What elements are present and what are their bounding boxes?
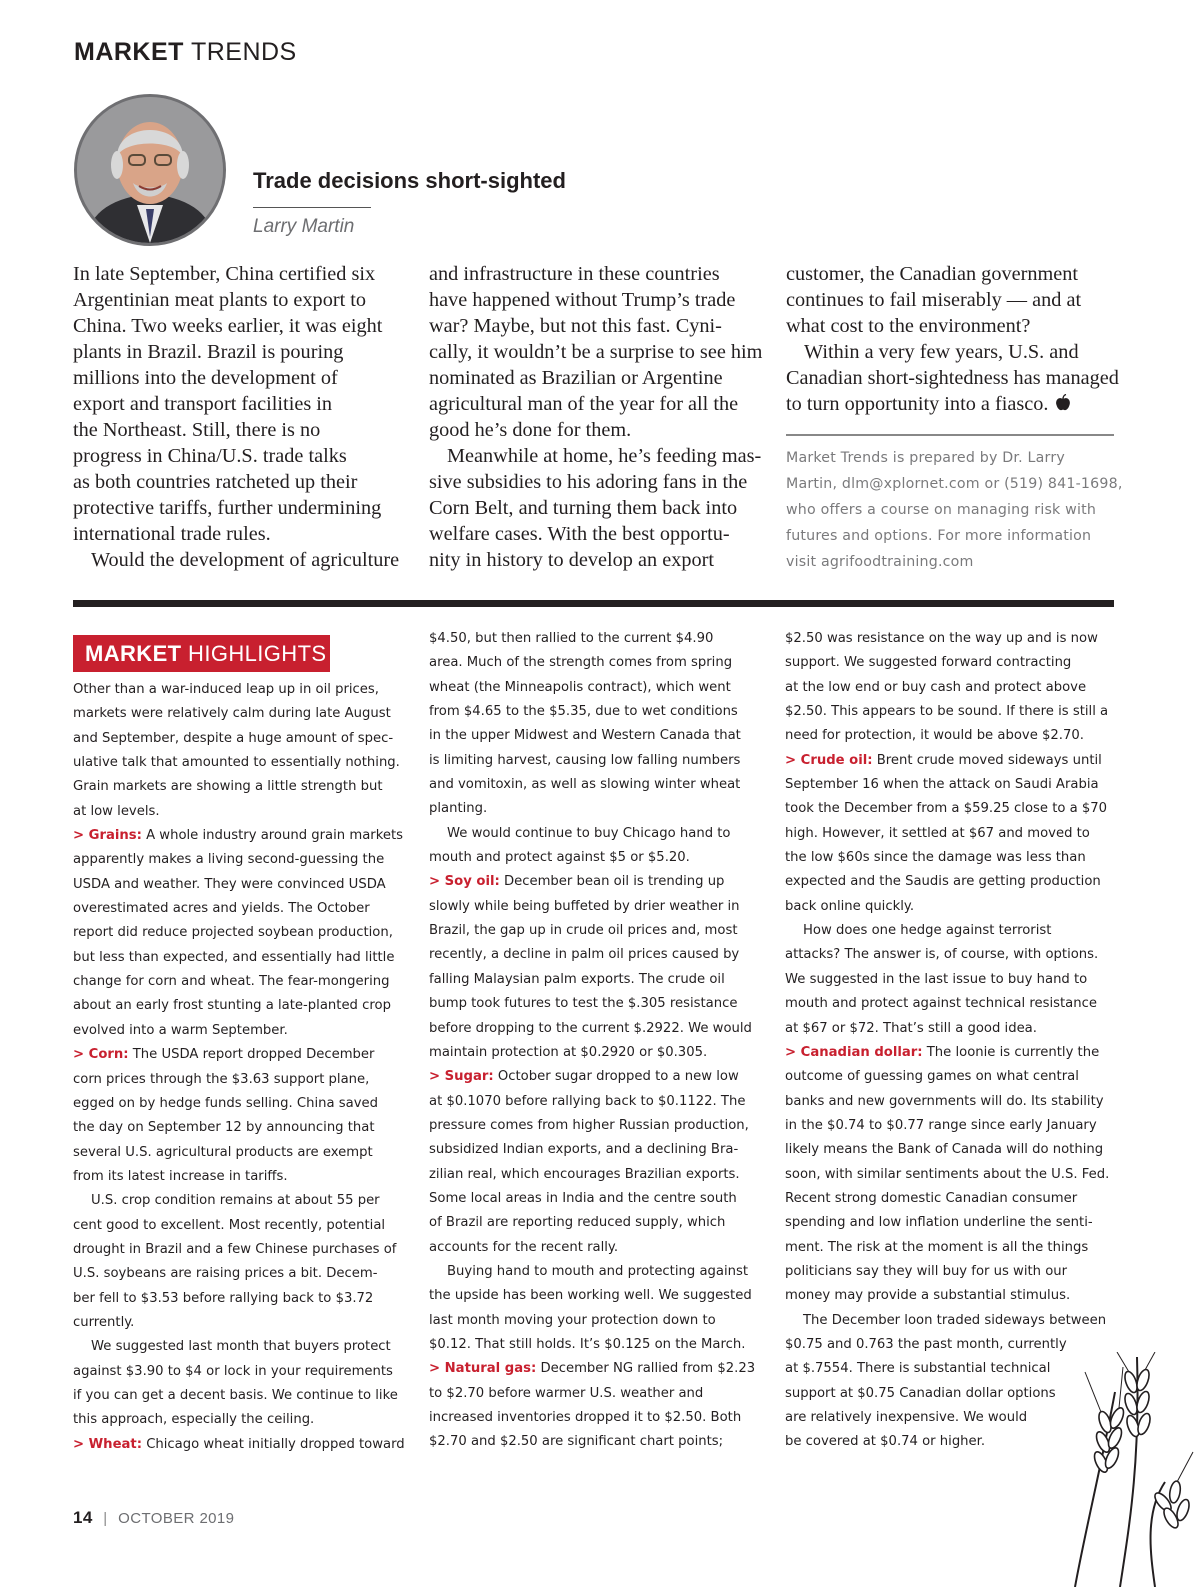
highlight-text: Grain markets are showing a little strength but (73, 779, 383, 795)
highlight-text: if you can get a decent basis. We continue to like (73, 1387, 398, 1403)
highlight-text: is limiting harvest, causing low falling numbers (429, 752, 741, 768)
highlight-line (429, 1309, 759, 1333)
highlight-text: overestimated acres and yields. The October (73, 901, 370, 917)
section-header-light: TRENDS (190, 38, 297, 66)
highlight-line (73, 946, 403, 970)
article-line: sive subsidies to his adoring fans in the (429, 471, 748, 493)
highlight-line (73, 775, 403, 799)
highlight-line (73, 678, 403, 702)
highlight-line (785, 846, 1115, 870)
highlight-line (73, 1189, 403, 1213)
article-line: Corn Belt, and turning them back into (429, 497, 738, 519)
highlight-text: U.S. crop condition remains at about 55 per (91, 1193, 380, 1209)
highlight-text: banks and new governments will do. Its stability (785, 1093, 1104, 1109)
highlight-line (429, 1187, 759, 1211)
highlight-line (785, 1041, 1115, 1065)
article-line: export and transport facilities in (73, 393, 333, 415)
highlight-text: soon, with similar sentiments about the U.S. Fed. (785, 1166, 1110, 1182)
highlight-text: pressure comes from higher Russian production, (429, 1117, 749, 1133)
highlight-text: increased inventories dropped it to $2.50. Both (429, 1410, 742, 1425)
article-line: what cost to the environment? (786, 315, 1031, 337)
highlight-line (429, 1357, 759, 1381)
highlight-text: Buying hand to mouth and protecting against (447, 1263, 749, 1279)
highlight-text: U.S. soybeans are raising prices a bit. Decem- (73, 1266, 378, 1282)
highlight-text: attacks? The answer is, of course, with options. (785, 947, 1099, 963)
end-mark-apple-icon (1055, 394, 1071, 412)
commodity-label: > Grains: (73, 828, 142, 844)
highlight-text: to $2.70 before warmer U.S. weather and (429, 1385, 704, 1401)
highlight-text: in the upper Midwest and Western Canada that (429, 728, 741, 744)
highlight-line (73, 1019, 403, 1043)
highlight-line (785, 1187, 1115, 1211)
highlight-line (429, 1382, 759, 1406)
highlight-text: in the $0.74 to $0.77 range since early January (785, 1117, 1097, 1133)
article-line: to turn opportunity into a fiasco. (786, 393, 1049, 415)
highlight-text: recently, a decline in palm oil prices caused by (429, 947, 740, 963)
highlight-line (785, 773, 1115, 797)
highlight-line (429, 870, 759, 894)
highlight-line (785, 797, 1115, 821)
highlight-line (73, 1141, 403, 1165)
author-credits (786, 445, 1123, 575)
commodity-label: > Crude oil: (785, 752, 873, 768)
highlight-text: Recent strong domestic Canadian consumer (785, 1190, 1078, 1206)
highlight-text: at $0.1070 before rallying back to $0.1122. The (429, 1093, 746, 1109)
highlight-line (785, 1284, 1115, 1308)
highlight-text: Some local areas in India and the centre south (429, 1190, 737, 1206)
article-line: good he’s done for them. (429, 419, 632, 441)
highlight-text: egged on by hedge funds selling. China saved (73, 1095, 379, 1111)
article-line: Within a very few years, U.S. and (804, 341, 1079, 363)
credits-divider (786, 434, 1114, 436)
highlight-line (429, 724, 759, 748)
highlight-text: expected and the Saudis are getting production (785, 874, 1101, 890)
credits-line: Martin, dlm@xplornet.com or (519) 841-1698, (786, 476, 1123, 492)
article-line: as both countries ratcheted up their (73, 471, 358, 493)
market-highlights-label (73, 635, 330, 672)
article-column-1 (73, 261, 408, 573)
highlight-line (429, 1017, 759, 1041)
highlight-line (73, 1433, 403, 1457)
article-line: Canadian short-sightedness has managed (786, 367, 1119, 389)
highlight-text: mouth and protect against $5 or $5.20. (429, 850, 690, 866)
highlight-text: change for corn and wheat. The fear-mongering (73, 974, 390, 990)
highlight-line (73, 1384, 403, 1408)
highlight-line (429, 627, 759, 651)
highlight-text: $0.12. That still holds. It’s $0.125 on the March. (429, 1336, 746, 1352)
highlight-text: of Brazil are reporting reduced supply, which (429, 1215, 726, 1231)
commodity-label: > Wheat: (73, 1436, 142, 1452)
highlight-line (429, 1163, 759, 1187)
highlight-text: Chicago wheat initially dropped toward (142, 1436, 405, 1452)
highlight-text: several U.S. agricultural products are exempt (73, 1144, 373, 1160)
section-header-bold: MARKET (74, 38, 184, 66)
highlight-line (429, 992, 759, 1016)
highlight-text: but less than expected, and essentially had little (73, 949, 395, 965)
highlight-line (785, 895, 1115, 919)
commodity-label: > Sugar: (429, 1069, 494, 1085)
highlights-column-3 (785, 627, 1115, 1455)
highlight-line (429, 1260, 759, 1284)
page-number: 14 (73, 1508, 93, 1527)
section-divider (73, 600, 1114, 607)
headline-divider (253, 207, 371, 208)
highlight-text: How does one hedge against terrorist (803, 923, 1052, 939)
article-line: protective tariffs, further undermining (73, 497, 382, 519)
highlight-line (429, 1406, 759, 1430)
highlights-label-light: HIGHLIGHTS (188, 641, 327, 666)
highlight-line (429, 968, 759, 992)
commodity-label: > Corn: (73, 1047, 129, 1063)
commodity-label: > Canadian dollar: (785, 1044, 923, 1060)
highlight-text: money may provide a substantial stimulus. (785, 1288, 1071, 1304)
highlight-line (73, 994, 403, 1018)
article-line: nity in history to develop an export (429, 549, 715, 571)
highlight-text: the low $60s since the damage was less than (785, 850, 1086, 866)
highlight-line (429, 1333, 759, 1357)
highlight-line (73, 702, 403, 726)
highlight-text: ment. The risk at the moment is all the things (785, 1239, 1089, 1255)
footer-separator: | (103, 1510, 108, 1527)
highlight-line (73, 1408, 403, 1432)
article-line: the Northeast. Still, there is no (73, 419, 321, 441)
highlight-line (429, 1138, 759, 1162)
article-line: In late September, China certified six (73, 263, 376, 285)
highlights-label-bold: MARKET (85, 641, 182, 666)
highlight-line (429, 822, 759, 846)
highlight-line (429, 1090, 759, 1114)
author-photo (74, 94, 226, 246)
highlight-text: against $3.90 to $4 or lock in your requirements (73, 1363, 393, 1379)
highlight-line (785, 822, 1115, 846)
highlight-text: took the December from a $59.25 close to a $70 (785, 801, 1108, 817)
highlights-column-2 (429, 627, 759, 1455)
highlight-line (73, 873, 403, 897)
highlight-line (429, 895, 759, 919)
article-column-2 (429, 261, 764, 573)
highlight-line (785, 724, 1115, 748)
highlight-text: the upside has been working well. We suggested (429, 1288, 752, 1304)
highlight-line (429, 919, 759, 943)
highlight-text: the day on September 12 by announcing that (73, 1120, 375, 1136)
article-column-3 (786, 261, 1121, 417)
highlight-text: need for protection, it would be above $2.70. (785, 728, 1084, 744)
highlight-line (73, 1287, 403, 1311)
commodity-label: > Natural gas: (429, 1361, 537, 1377)
highlight-line (73, 1335, 403, 1359)
highlight-text: Brent crude moved sideways until (872, 752, 1102, 768)
issue-date: OCTOBER 2019 (118, 1510, 235, 1527)
highlight-text: subsidized Indian exports, and a declining Bra- (429, 1142, 739, 1158)
highlight-text: ber fell to $3.53 before rallying back to $3.72 (73, 1290, 374, 1306)
article-line: and infrastructure in these countries (429, 263, 720, 285)
highlight-line (785, 1065, 1115, 1089)
highlight-line (429, 1430, 759, 1454)
highlight-text: A whole industry around grain markets (141, 828, 404, 844)
highlight-text: planting. (429, 801, 488, 817)
highlight-line (785, 1017, 1115, 1041)
highlight-line (73, 970, 403, 994)
highlight-line (73, 897, 403, 921)
highlight-text: markets were relatively calm during late August (73, 706, 391, 722)
highlight-line (785, 1163, 1115, 1187)
highlight-text: spending and low inflation underline the senti- (785, 1215, 1093, 1231)
highlight-text: last month moving your protection down to (429, 1312, 716, 1328)
highlight-text: area. Much of the strength comes from spring (429, 655, 733, 671)
highlight-text: slowly while being buffeted by drier weather in (429, 898, 740, 914)
article-line: plants in Brazil. Brazil is pouring (73, 341, 344, 363)
highlight-line (73, 1165, 403, 1189)
highlight-line (73, 1311, 403, 1335)
highlight-line (785, 919, 1115, 943)
highlight-line (785, 1211, 1115, 1235)
highlight-text: from $4.65 to the $5.35, due to wet conditions (429, 704, 738, 720)
highlight-text: $4.50, but then rallied to the current $4.90 (429, 631, 714, 646)
highlight-text: We suggested last month that buyers protect (91, 1339, 391, 1355)
highlight-line (785, 968, 1115, 992)
highlight-line (785, 627, 1115, 651)
highlight-line (429, 1236, 759, 1260)
article-byline: Larry Martin (253, 216, 355, 237)
highlight-line (785, 651, 1115, 675)
highlight-text: $2.50 was resistance on the way up and is now (785, 631, 1098, 646)
highlight-text: and September, despite a huge amount of spec- (73, 730, 394, 746)
highlight-text: evolved into a warm September. (73, 1022, 288, 1038)
highlight-text: back online quickly. (785, 898, 915, 914)
highlight-text: high. However, it settled at $67 and moved to (785, 825, 1090, 841)
highlight-line (429, 846, 759, 870)
highlight-line (429, 1114, 759, 1138)
highlight-line (429, 773, 759, 797)
highlight-text: are relatively inexpensive. We would (785, 1410, 1028, 1425)
article-line: Would the development of agriculture (91, 549, 400, 571)
wheat-illustration-icon (1045, 1352, 1195, 1587)
highlight-text: support. We suggested forward contracting (785, 655, 1072, 671)
article-line: millions into the development of (73, 367, 338, 389)
highlight-line (73, 1116, 403, 1140)
article-line: Meanwhile at home, he’s feeding mas- (447, 445, 762, 467)
author-portrait-image (77, 97, 223, 243)
highlight-line (73, 848, 403, 872)
highlight-line (73, 1068, 403, 1092)
highlight-line (73, 1360, 403, 1384)
highlight-line (785, 1138, 1115, 1162)
highlight-line (785, 1114, 1115, 1138)
highlight-line (73, 1214, 403, 1238)
highlight-text: support at $0.75 Canadian dollar options (785, 1385, 1056, 1401)
highlight-text: likely means the Bank of Canada will do nothing (785, 1142, 1104, 1158)
highlights-column-1 (73, 678, 403, 1457)
highlight-line (429, 943, 759, 967)
highlight-text: before dropping to the current $.2922. We would (429, 1020, 752, 1036)
highlight-text: mouth and protect against technical resistance (785, 996, 1097, 1012)
article-line: cally, it wouldn’t be a surprise to see him (429, 341, 763, 363)
highlight-line (73, 1238, 403, 1262)
highlight-line (429, 1211, 759, 1235)
highlight-text: falling Malaysian palm exports. The crude oil (429, 971, 725, 987)
highlight-text: December NG rallied from $2.23 (536, 1361, 756, 1377)
highlight-text: from its latest increase in tariffs. (73, 1168, 288, 1184)
highlight-line (785, 1236, 1115, 1260)
highlight-text: politicians say they will buy for us with our (785, 1263, 1068, 1279)
highlight-text: at low levels. (73, 803, 160, 819)
highlight-line (785, 749, 1115, 773)
commodity-label: > Soy oil: (429, 874, 500, 890)
highlight-text: The December loon traded sideways between (803, 1312, 1107, 1328)
highlight-text: apparently makes a living second-guessing the (73, 852, 385, 868)
article-line: war? Maybe, but not this fast. Cyni- (429, 315, 722, 337)
highlight-text: at $.7554. There is substantial technical (785, 1361, 1051, 1377)
highlight-text: We suggested in the last issue to buy hand to (785, 971, 1088, 987)
credits-line: Market Trends is prepared by Dr. Larry (786, 450, 1065, 466)
highlight-text: $2.50. This appears to be sound. If there is still a (785, 704, 1109, 720)
highlight-line (73, 824, 403, 848)
article-line: continues to fail miserably — and at (786, 289, 1082, 311)
credits-line: who offers a course on managing risk with (786, 502, 1097, 518)
highlight-text: at the low end or buy cash and protect above (785, 679, 1087, 695)
highlight-text: bump took futures to test the $.305 resistance (429, 996, 738, 1012)
highlight-line (785, 1309, 1115, 1333)
highlight-text: $0.75 and 0.763 the past month, currently (785, 1336, 1067, 1352)
highlight-line (785, 1090, 1115, 1114)
highlight-text: zilian real, which encourages Brazilian exports. (429, 1166, 740, 1182)
article-headline: Trade decisions short-sighted (253, 168, 566, 193)
highlight-text: currently. (73, 1314, 135, 1330)
highlight-text: October sugar dropped to a new low (493, 1069, 739, 1085)
article-line: have happened without Trump’s trade (429, 289, 736, 311)
highlight-line (785, 870, 1115, 894)
highlight-text: at $67 or $72. That’s still a good idea. (785, 1020, 1037, 1036)
highlight-text: this approach, especially the ceiling. (73, 1412, 315, 1428)
highlight-text: wheat (the Minneapolis contract), which went (429, 679, 731, 695)
page-footer (73, 1508, 234, 1528)
highlight-text: The loonie is currently the (922, 1044, 1100, 1060)
article-line: nominated as Brazilian or Argentine (429, 367, 723, 389)
highlight-line (785, 943, 1115, 967)
highlight-text: December bean oil is trending up (499, 874, 725, 890)
highlight-line (73, 1092, 403, 1116)
highlight-line (785, 992, 1115, 1016)
highlight-line (429, 1041, 759, 1065)
highlight-line (785, 700, 1115, 724)
highlight-line (73, 1043, 403, 1067)
highlight-text: Other than a war-induced leap up in oil prices, (73, 682, 379, 697)
highlight-text: $2.70 and $2.50 are significant chart points; (429, 1434, 724, 1450)
highlight-line (73, 1262, 403, 1286)
credits-line: futures and options. For more information (786, 528, 1092, 544)
highlight-text: be covered at $0.74 or higher. (785, 1434, 986, 1450)
highlight-line (429, 700, 759, 724)
highlight-text: ulative talk that amounted to essentially nothing. (73, 755, 400, 771)
highlight-line (785, 1260, 1115, 1284)
highlight-text: report did reduce projected soybean production, (73, 925, 393, 941)
highlight-line (429, 1284, 759, 1308)
highlight-text: about an early frost stunting a late-planted crop (73, 998, 391, 1014)
highlight-line (785, 676, 1115, 700)
highlight-line (429, 749, 759, 773)
article-line: international trade rules. (73, 523, 271, 545)
article-line: China. Two weeks earlier, it was eight (73, 315, 383, 337)
credits-line: visit agrifoodtraining.com (786, 554, 974, 570)
highlight-text: The USDA report dropped December (128, 1047, 375, 1063)
highlight-text: We would continue to buy Chicago hand to (447, 825, 731, 841)
highlight-line (73, 921, 403, 945)
end-mark (1049, 393, 1071, 415)
highlight-text: outcome of guessing games on what central (785, 1069, 1079, 1085)
highlight-text: Brazil, the gap up in crude oil prices and, most (429, 923, 738, 939)
highlight-line (429, 651, 759, 675)
highlight-line (73, 751, 403, 775)
highlight-text: cent good to excellent. Most recently, potential (73, 1217, 386, 1233)
highlight-text: USDA and weather. They were convinced USDA (73, 876, 386, 892)
article-line: welfare cases. With the best opportu- (429, 523, 730, 545)
highlight-text: corn prices through the $3.63 support plane, (73, 1071, 370, 1087)
highlight-text: maintain protection at $0.2920 or $0.305. (429, 1044, 708, 1060)
highlight-line (429, 1065, 759, 1089)
highlight-text: drought in Brazil and a few Chinese purchases of (73, 1241, 397, 1257)
highlight-text: accounts for the recent rally. (429, 1239, 619, 1255)
article-line: customer, the Canadian government (786, 263, 1079, 285)
article-line: progress in China/U.S. trade talks (73, 445, 347, 467)
highlight-text: September 16 when the attack on Saudi Arabia (785, 777, 1099, 793)
highlight-text: and vomitoxin, as well as slowing winter wheat (429, 777, 741, 793)
article-line: agricultural man of the year for all the (429, 393, 739, 415)
section-header (74, 38, 297, 67)
highlight-line (73, 800, 403, 824)
highlight-line (73, 727, 403, 751)
article-line: Argentinian meat plants to export to (73, 289, 367, 311)
highlight-line (429, 676, 759, 700)
highlight-line (429, 797, 759, 821)
